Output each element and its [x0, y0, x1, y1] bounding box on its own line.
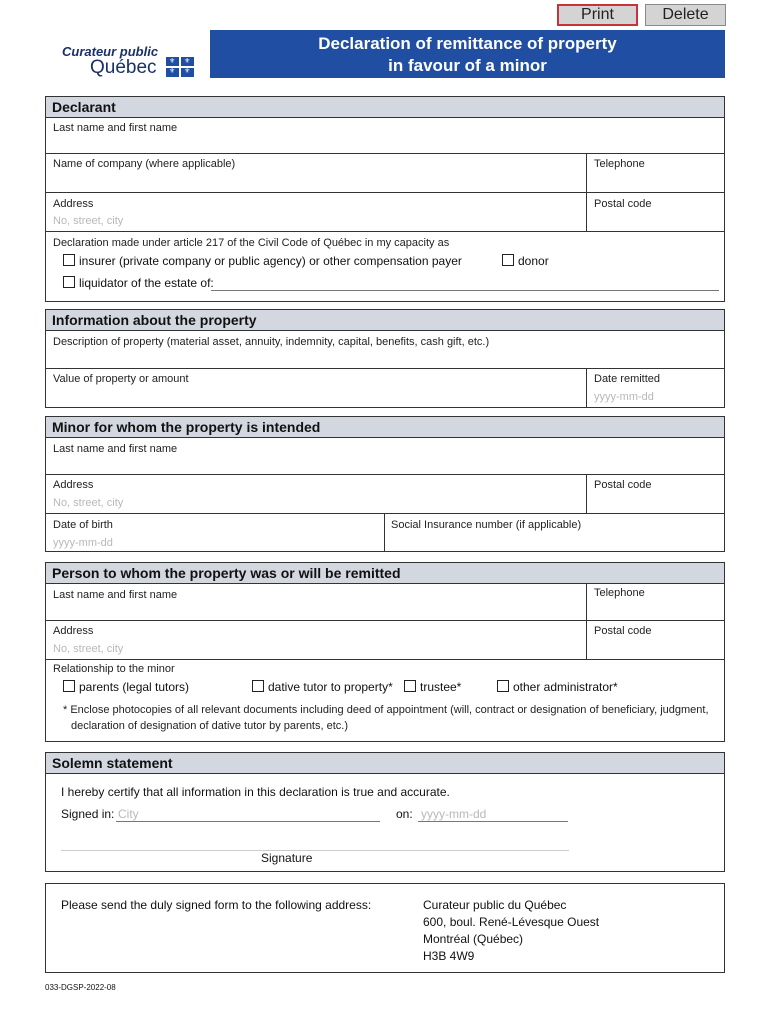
field-label: Name of company (where applicable): [53, 158, 236, 170]
field-label: Address: [53, 625, 94, 637]
documents-note-cont: declaration of designation of dative tutor by parents, etc.): [71, 720, 348, 732]
checkbox-label: parents (legal tutors): [79, 680, 190, 694]
title-line2: in favour of a minor: [388, 56, 547, 75]
section-heading: Information about the property: [46, 310, 724, 331]
field-label: Relationship to the minor: [53, 663, 175, 675]
city-input[interactable]: [116, 821, 380, 822]
declarant-section: [45, 96, 725, 302]
field-label: Postal code: [594, 198, 652, 210]
field-placeholder: yyyy-mm-dd: [53, 537, 113, 549]
minor-section: [45, 416, 725, 552]
minor-name-field[interactable]: [46, 438, 724, 475]
field-placeholder: No, street, city: [53, 497, 124, 509]
on-label: on:: [396, 807, 413, 821]
checkbox-label: donor: [518, 254, 549, 268]
form-title: [210, 30, 725, 78]
section-heading: Minor for whom the property is intended: [46, 417, 724, 438]
insurer-checkbox[interactable]: [63, 254, 75, 266]
delete-button[interactable]: Delete: [645, 4, 726, 26]
title-line1: Declaration of remittance of property: [318, 34, 617, 53]
address-line: H3B 4W9: [423, 949, 475, 963]
field-label: Telephone: [594, 158, 645, 170]
parents-checkbox[interactable]: [63, 680, 75, 692]
field-label: Date remitted: [594, 373, 661, 385]
field-label: Social Insurance number (if applicable): [391, 519, 582, 531]
recipient-section: [45, 562, 725, 742]
field-label: Last name and first name: [53, 589, 178, 601]
capacity-text: Declaration made under article 217 of the Civil Code of Québec in my capacity as: [53, 237, 450, 249]
form-code: 033-DGSP-2022-08: [45, 983, 116, 992]
date-placeholder: yyyy-mm-dd: [421, 807, 487, 821]
section-heading: Solemn statement: [46, 753, 724, 774]
quebec-flag-icon: ⚜ ⚜ ⚜ ⚜: [166, 57, 194, 77]
section-heading: Declarant: [46, 97, 724, 118]
description-field[interactable]: [46, 331, 724, 369]
donor-checkbox[interactable]: [502, 254, 514, 266]
field-label: Postal code: [594, 479, 652, 491]
address-field[interactable]: [46, 193, 586, 232]
certify-text: I hereby certify that all information in this declaration is true and accurate.: [61, 785, 450, 799]
city-placeholder: City: [118, 807, 139, 821]
logo-line1: Curateur public: [62, 44, 159, 59]
trustee-checkbox[interactable]: [404, 680, 416, 692]
signature-line[interactable]: [61, 850, 569, 851]
declarant-name-field[interactable]: [46, 118, 724, 154]
field-placeholder: No, street, city: [53, 643, 124, 655]
mailing-address-section: [45, 883, 725, 973]
field-label: Telephone: [594, 587, 645, 599]
field-placeholder: No, street, city: [53, 215, 124, 227]
field-label: Value of property or amount: [53, 373, 189, 385]
logo-line2: Québec: [90, 57, 157, 78]
recipient-address-field[interactable]: [46, 621, 586, 660]
dative-tutor-checkbox[interactable]: [252, 680, 264, 692]
signed-date-input[interactable]: [418, 821, 568, 822]
field-label: Postal code: [594, 625, 652, 637]
signature-label: Signature: [261, 851, 313, 865]
checkbox-label: other administrator*: [513, 680, 618, 694]
liquidator-name-input[interactable]: [211, 290, 719, 291]
address-line: Curateur public du Québec: [423, 898, 567, 912]
field-label: Description of property (material asset, annuity, indemnity, capital, benefits, cash gift, etc.): [53, 336, 490, 348]
address-line: Montréal (Québec): [423, 932, 524, 946]
field-placeholder: yyyy-mm-dd: [594, 391, 654, 403]
mailing-instruction: Please send the duly signed form to the following address:: [61, 898, 372, 912]
minor-address-field[interactable]: [46, 475, 586, 514]
signed-in-label: Signed in:: [61, 807, 115, 821]
liquidator-checkbox[interactable]: [63, 276, 75, 288]
other-administrator-checkbox[interactable]: [497, 680, 509, 692]
print-button[interactable]: Print: [557, 4, 638, 26]
field-label: Address: [53, 198, 94, 210]
address-line: 600, boul. René-Lévesque Ouest: [423, 915, 600, 929]
documents-note: * Enclose photocopies of all relevant documents including deed of appointment (will, contract or designation of beneficiary, judgment,: [63, 704, 709, 716]
checkbox-label: trustee*: [420, 680, 462, 694]
field-label: Address: [53, 479, 94, 491]
section-heading: Person to whom the property was or will be remitted: [46, 563, 724, 584]
checkbox-label: dative tutor to property*: [268, 680, 393, 694]
field-label: Last name and first name: [53, 122, 178, 134]
solemn-statement-section: [45, 752, 725, 872]
property-section: [45, 309, 725, 408]
checkbox-label: insurer (private company or public agency) or other compensation payer: [79, 254, 462, 268]
checkbox-label: liquidator of the estate of:: [79, 276, 214, 290]
field-label: Date of birth: [53, 519, 113, 531]
field-label: Last name and first name: [53, 443, 178, 455]
